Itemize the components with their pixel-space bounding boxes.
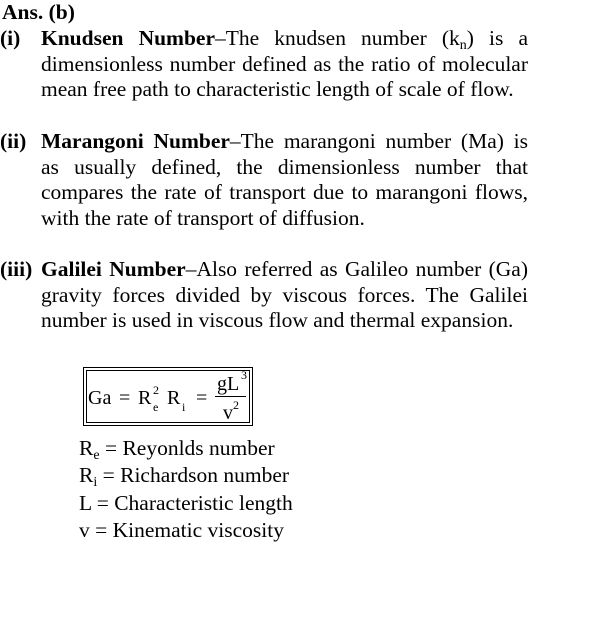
definition-v [79, 518, 284, 544]
list-item-marangoni [0, 129, 528, 231]
formula-lhs: Ga [88, 387, 112, 409]
fraction-bar [215, 396, 246, 397]
formula-equals: = [119, 387, 131, 409]
definition-text: = Reyonlds number [99, 436, 275, 460]
list-item-knudsen [0, 26, 528, 103]
definition-subscript: i [93, 475, 98, 490]
answer-label: Ans. (b) [2, 0, 75, 24]
formula-denominator-superscript: 2 [233, 398, 239, 412]
item-text: –The marangoni number (Ma) is as usually defined, the dimensionless number that compares the rate of transport due to marangoni flows, with the rate of transport of diffusion. [41, 129, 528, 230]
item-term: Knudsen Number [41, 26, 216, 50]
formula-numerator-superscript: 3 [241, 368, 247, 382]
definition-symbol: R [79, 436, 94, 460]
item-number: (iii) [0, 257, 33, 281]
item-text: –The knudsen number (k [215, 26, 460, 50]
formula-r1-superscript: 2 [153, 383, 159, 397]
item-number: (ii) [0, 129, 27, 153]
formula-numerator: gL [217, 373, 240, 395]
formula-r2-subscript: i [182, 400, 186, 414]
definition-text: = Richardson number [97, 463, 290, 487]
definition-symbol: R [79, 463, 94, 487]
item-subscript: n [459, 38, 467, 53]
item-body [41, 257, 528, 334]
item-term: Galilei Number [41, 257, 186, 281]
item-body [41, 26, 528, 103]
item-text: –Also referred as Galileo number (Ga) gravity forces divided by viscous forces. The Galilei number is used in viscous flow and thermal expansion. [41, 257, 528, 333]
definition-text: = Kinematic viscosity [89, 518, 284, 542]
definition-re [79, 436, 275, 462]
definition-l [79, 491, 293, 517]
formula-denominator: v [223, 402, 233, 424]
item-term: Marangoni Number [41, 129, 230, 153]
item-text-continued: ) is a dimensionless number defined as the ratio of molecular mean free path to characteristic length of scale of flow. [41, 26, 529, 102]
list-item-galilei [0, 257, 528, 334]
definition-text: = Characteristic length [91, 491, 293, 515]
definition-subscript: e [93, 448, 100, 463]
item-number: (i) [0, 26, 21, 50]
formula-r1-subscript: e [153, 400, 159, 414]
item-body [41, 129, 528, 231]
definition-ri [79, 463, 289, 489]
definition-symbol: L [79, 491, 92, 515]
formula-equals-2: = [196, 387, 208, 409]
formula-r1: R [138, 387, 152, 409]
formula-box [83, 367, 253, 426]
formula-r2: R [167, 387, 181, 409]
definition-symbol: v [79, 518, 90, 542]
